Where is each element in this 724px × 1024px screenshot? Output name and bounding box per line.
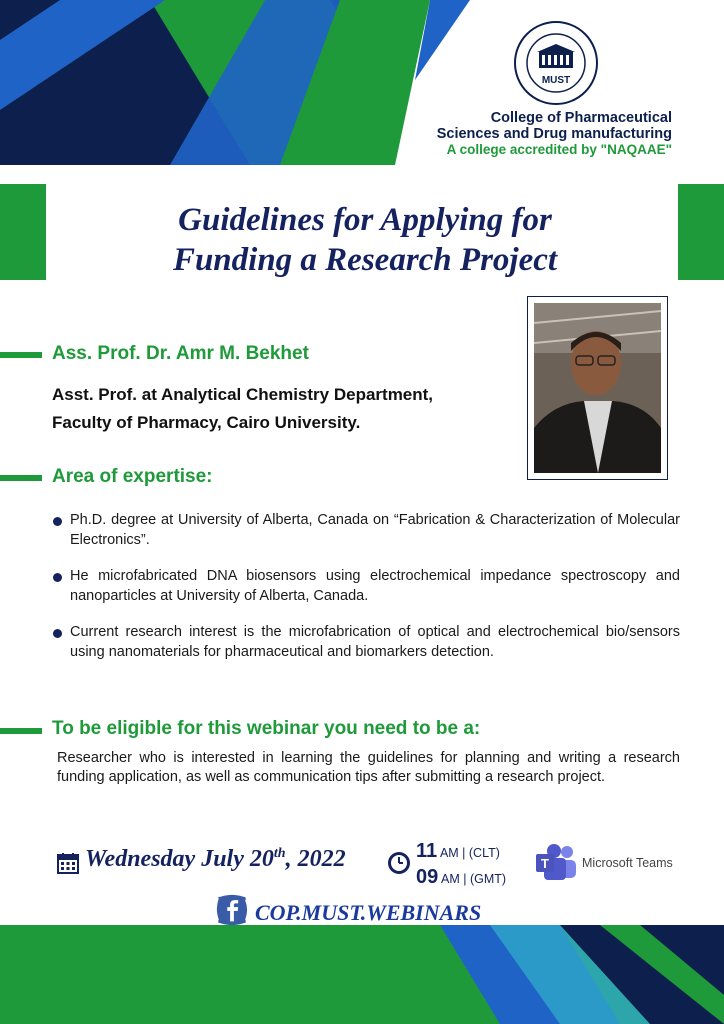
event-date bbox=[85, 846, 346, 873]
teams-icon bbox=[534, 843, 578, 883]
list-item bbox=[52, 566, 680, 606]
svg-text:T: T bbox=[541, 856, 549, 871]
section-bar-eligibility bbox=[0, 728, 42, 734]
right-green-tab bbox=[678, 184, 724, 280]
college-name-line1: College of Pharmaceutical bbox=[490, 110, 672, 126]
bullet-dot-icon bbox=[53, 573, 62, 582]
facebook-icon bbox=[214, 893, 250, 927]
time-hour: 11 bbox=[416, 840, 438, 862]
clock-icon bbox=[387, 851, 411, 875]
section-bar-expertise bbox=[0, 475, 42, 481]
title-line1: Guidelines for Applying for bbox=[178, 202, 552, 238]
eligibility-text: Researcher who is interested in learning the guidelines for planning and writing a research funding application, as well as communication tips after submitting a research project. bbox=[57, 750, 680, 785]
college-info bbox=[400, 110, 672, 158]
date-ordinal: th bbox=[273, 846, 286, 861]
time-zone: AM | (CLT) bbox=[437, 846, 500, 860]
speaker-name: Ass. Prof. Dr. Amr M. Bekhet bbox=[52, 343, 309, 364]
date-year: , 2022 bbox=[285, 846, 346, 872]
event-time-clt bbox=[416, 840, 500, 863]
list-item bbox=[52, 622, 680, 662]
event-time-gmt bbox=[416, 866, 506, 889]
speaker-position-line1: Asst. Prof. at Analytical Chemistry Department, bbox=[52, 385, 434, 404]
svg-text:MUST: MUST bbox=[541, 75, 571, 86]
bullet-dot-icon bbox=[53, 517, 62, 526]
expertise-list bbox=[52, 510, 680, 678]
title-line2: Funding a Research Project bbox=[172, 242, 558, 278]
teams-label: Microsoft Teams bbox=[582, 856, 673, 870]
calendar-icon bbox=[56, 851, 80, 875]
list-item bbox=[52, 510, 680, 550]
speaker-photo bbox=[534, 303, 661, 473]
left-green-tab bbox=[0, 184, 46, 280]
college-name-line2: Sciences and Drug manufacturing bbox=[436, 126, 672, 142]
date-day-month: Wednesday July 20 bbox=[85, 846, 274, 872]
list-item-text: Current research interest is the microfabrication of optical and electrochemical bio/sensors using nanomaterials for pharmaceutical and biomarkers detection. bbox=[70, 624, 680, 660]
speaker-position-line2: Faculty of Pharmacy, Cairo University. bbox=[52, 413, 361, 432]
time-hour: 09 bbox=[416, 866, 439, 888]
bullet-dot-icon bbox=[53, 629, 62, 638]
list-item-text: He microfabricated DNA biosensors using electrochemical impedance spectroscopy and nanoparticles at University of Alberta, Canada. bbox=[70, 568, 680, 604]
speaker-position bbox=[52, 381, 502, 437]
bottom-banner bbox=[0, 925, 724, 1024]
eligibility-heading: To be eligible for this webinar you need to be a: bbox=[52, 718, 481, 739]
accreditation-text: A college accredited by "NAQAAE" bbox=[446, 142, 672, 157]
expertise-heading: Area of expertise: bbox=[52, 466, 213, 487]
time-zone: AM | (GMT) bbox=[438, 872, 507, 886]
page-title bbox=[60, 200, 670, 280]
section-bar-speaker bbox=[0, 352, 42, 358]
speaker-photo-frame bbox=[527, 296, 668, 480]
facebook-page-link[interactable]: COP.MUST.WEBINARS bbox=[255, 900, 482, 925]
university-logo bbox=[513, 20, 599, 106]
list-item-text: Ph.D. degree at University of Alberta, Canada on “Fabrication & Characterization of Molecular Electronics”. bbox=[70, 512, 680, 548]
